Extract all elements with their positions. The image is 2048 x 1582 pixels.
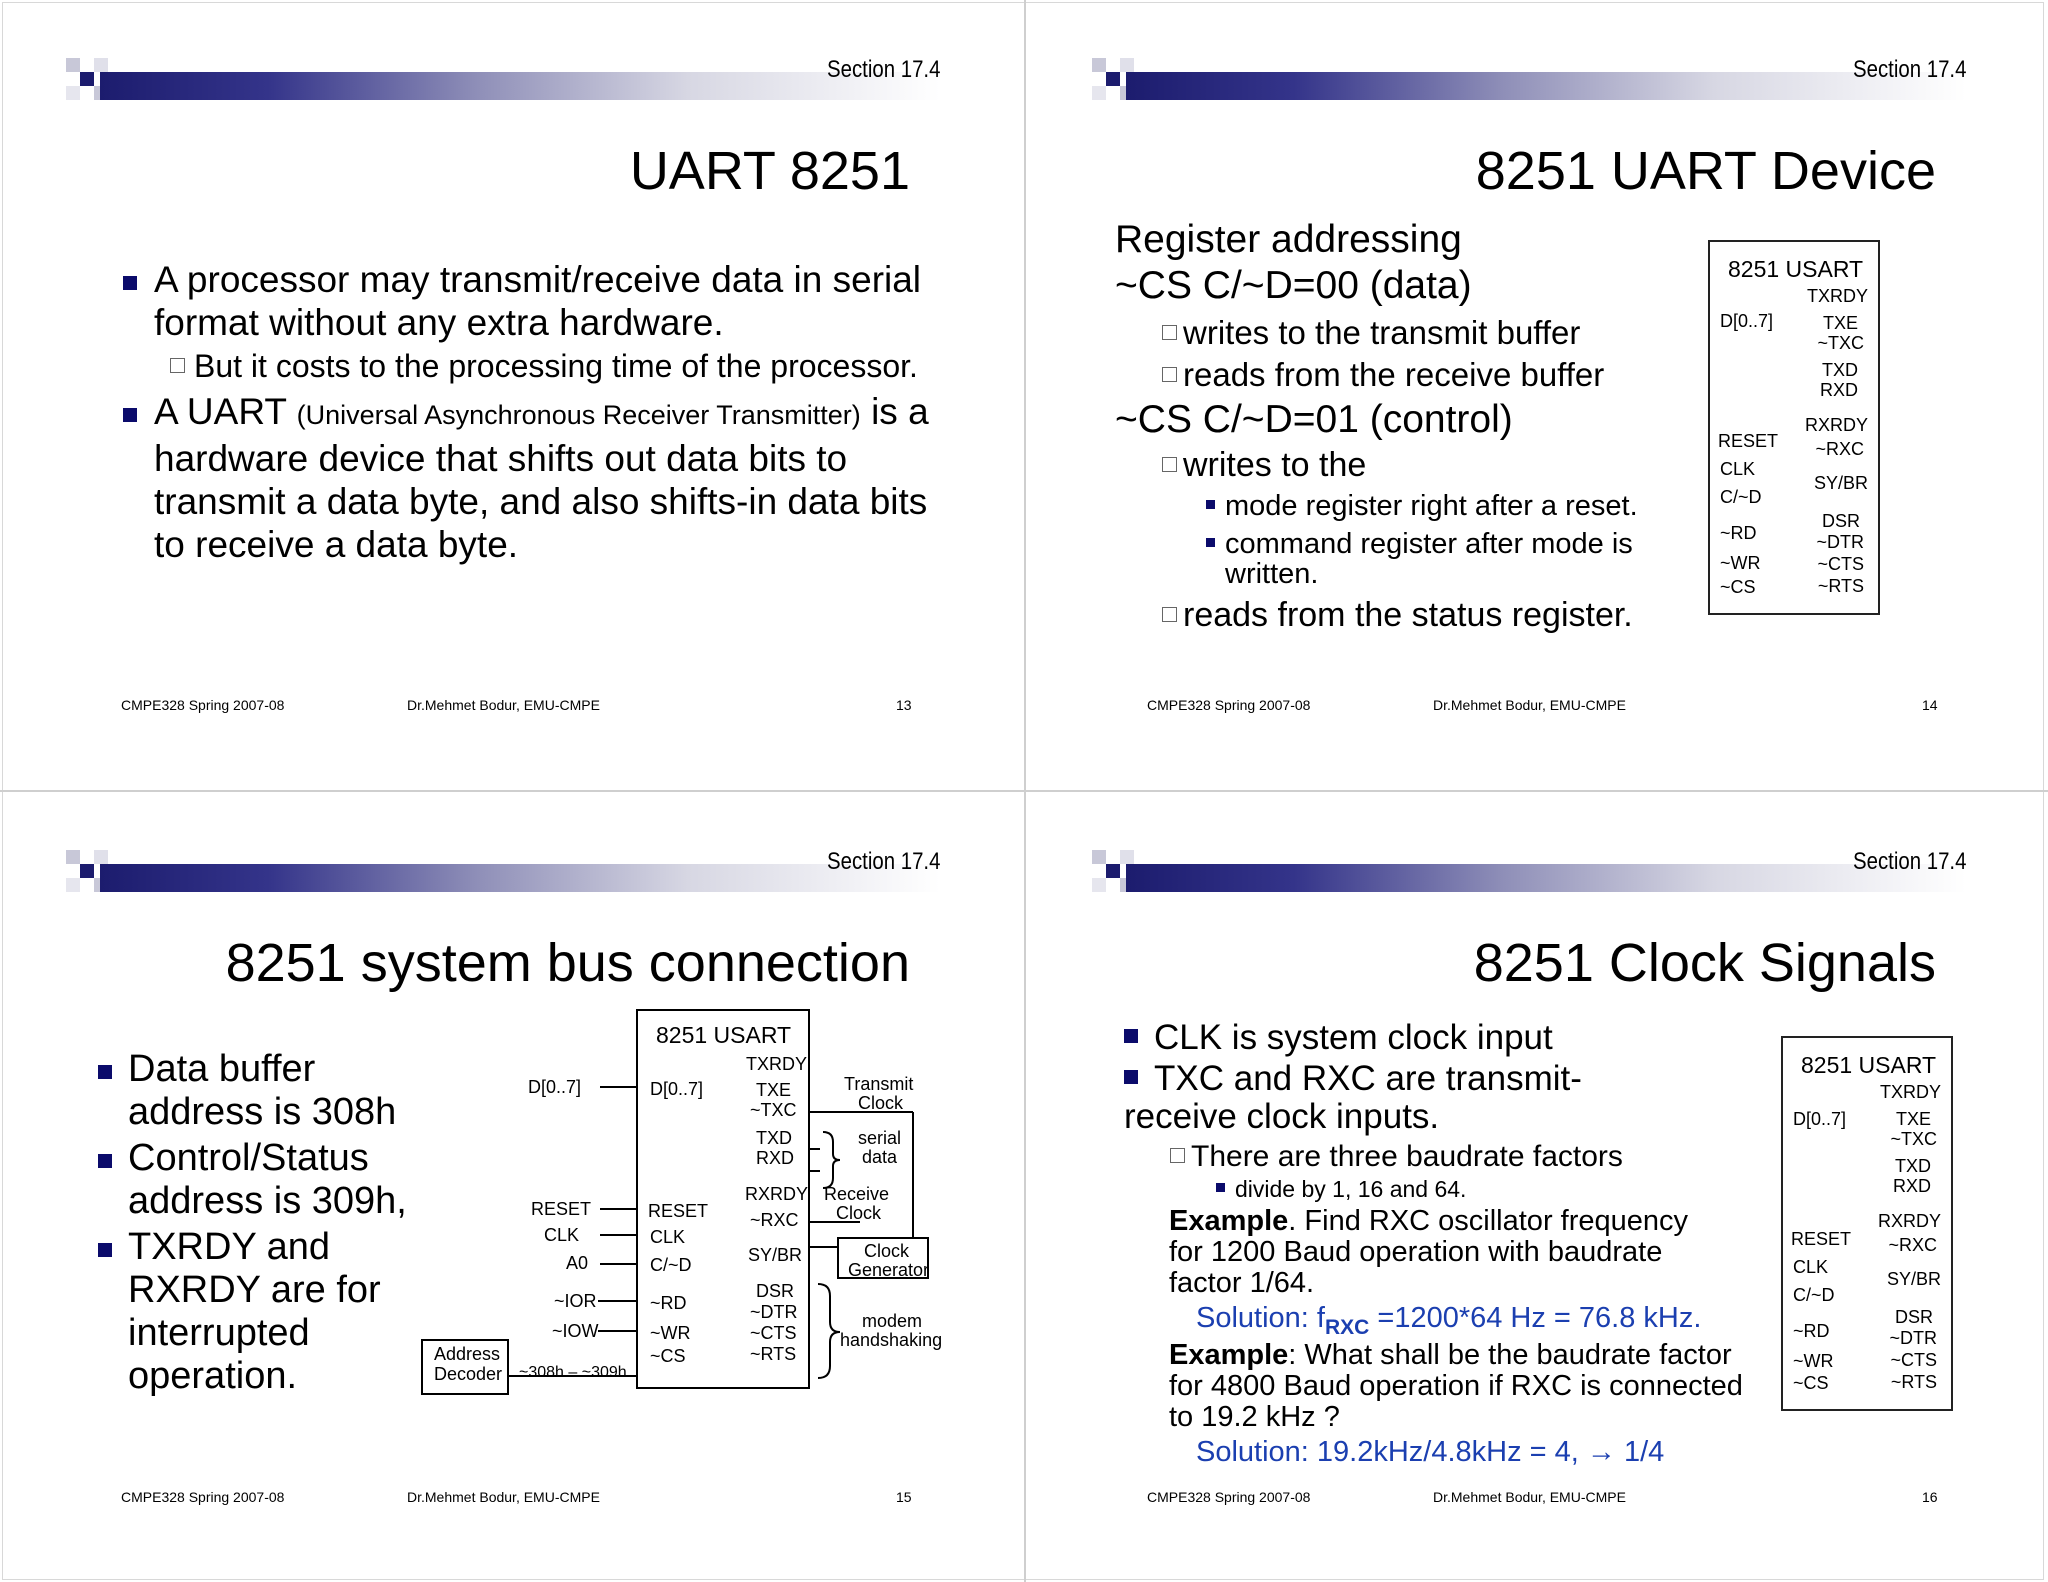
- pin-label: CLK: [1793, 1257, 1829, 1277]
- pin-label: ~WR: [650, 1323, 691, 1343]
- pin-label: ~RTS: [750, 1344, 797, 1364]
- serial-data-label: data: [862, 1147, 898, 1167]
- sub-item: There are three baudrate factors: [1170, 1140, 1623, 1174]
- ext-label: A0: [566, 1253, 589, 1273]
- pin-label: TXE: [1822, 313, 1858, 333]
- clock-generator-label: Clock: [864, 1241, 910, 1261]
- hollow-bullet-icon: [1162, 367, 1177, 382]
- slide-15: [0, 792, 1020, 1580]
- line-control-addr: ~CS C/~D=01 (control): [1115, 398, 1513, 441]
- pin-label: ~RTS: [1890, 1372, 1937, 1392]
- bullet-item: Control/Status address is 309h,: [96, 1137, 456, 1223]
- header-bar: [1126, 864, 1966, 892]
- slide-title: 8251 system bus connection: [225, 933, 910, 993]
- hollow-bullet-icon: [1162, 607, 1177, 622]
- pin-label: ~TXC: [1890, 1129, 1937, 1149]
- hollow-bullet-icon: [170, 358, 185, 373]
- pin-label: CLK: [1720, 459, 1756, 479]
- pin-label: ~RD: [650, 1293, 687, 1313]
- ext-label: RESET: [531, 1199, 592, 1219]
- bullet-item: TXRDY and RXRDY are for interrupted operation.: [96, 1226, 456, 1398]
- pin-label: ~CTS: [1817, 554, 1864, 574]
- sub-sub-item: command register after mode is: [1206, 528, 1633, 561]
- pin-label: D[0..7]: [1793, 1109, 1847, 1129]
- small-square-bullet-icon: [1206, 538, 1215, 547]
- slide-14: [1026, 0, 2046, 788]
- pin-label: SY/BR: [1813, 473, 1868, 493]
- section-label: Section 17.4: [826, 56, 940, 83]
- decoder-label: Address: [434, 1344, 501, 1364]
- pin-label: TXRDY: [1806, 286, 1868, 306]
- pin-label: ~CS: [1720, 577, 1756, 597]
- page-number: 13: [896, 697, 912, 713]
- pin-label: TXD: [756, 1128, 792, 1148]
- modem-label: handshaking: [840, 1330, 943, 1350]
- pin-label: TXRDY: [1879, 1082, 1941, 1102]
- bullet-item: CLK is system clock input: [1124, 1018, 1553, 1058]
- pin-label: ~RXC: [1815, 439, 1864, 459]
- serial-data-label: serial: [858, 1128, 902, 1148]
- pin-label: RXD: [1819, 380, 1858, 400]
- page-number: 16: [1922, 1489, 1938, 1505]
- ext-label: CLK: [544, 1225, 580, 1245]
- small-square-bullet-icon: [1206, 500, 1215, 509]
- pin-label: ~TXC: [750, 1100, 797, 1120]
- hollow-bullet-icon: [1162, 325, 1177, 340]
- transmit-clock-label: Transmit: [844, 1074, 914, 1094]
- pin-label: DSR: [1821, 511, 1860, 531]
- solution-1: Solution: $f_{RXC} =1200*64$ Hz = 76.8 kHz.: [1196, 1302, 1702, 1339]
- pin-label: D[0..7]: [650, 1079, 704, 1099]
- slide-title: UART 8251: [629, 141, 910, 201]
- pin-label: D[0..7]: [1720, 311, 1774, 331]
- pin-label: ~RD: [1793, 1321, 1830, 1341]
- pin-label: ~DTR: [1816, 532, 1864, 552]
- footer-author: Dr.Mehmet Bodur, EMU-CMPE: [1433, 697, 1626, 713]
- line-data-addr: ~CS C/~D=00 (data): [1115, 264, 1472, 307]
- ext-label: ~IOR: [554, 1291, 597, 1311]
- bullet-item: A processor may transmit/receive data in serial format without any extra hardware.: [120, 258, 940, 344]
- decoder-output-label: ~308h – ~309h: [519, 1364, 627, 1381]
- pin-label: ~RTS: [1817, 576, 1864, 596]
- sub-sub-item: mode register right after a reset.: [1206, 490, 1638, 523]
- pin-label: RXD: [1892, 1176, 1931, 1196]
- hollow-bullet-icon: [1170, 1148, 1185, 1163]
- pin-label: ~TXC: [1817, 333, 1864, 353]
- chip-title: 8251 USART: [656, 1022, 792, 1048]
- pin-label: ~WR: [1793, 1351, 1834, 1371]
- sub-sub-item: divide by 1, 16 and 64.: [1216, 1176, 1466, 1203]
- pin-label: TXD: [1822, 360, 1858, 380]
- modem-label: modem: [862, 1311, 923, 1331]
- square-bullet-icon: [123, 408, 137, 422]
- pin-label: RXD: [756, 1148, 795, 1168]
- pin-label: ~RD: [1720, 523, 1757, 543]
- page-number: 14: [1922, 697, 1938, 713]
- pin-label: SY/BR: [1886, 1269, 1941, 1289]
- pin-label: ~RXC: [1888, 1235, 1937, 1255]
- header-bar: [100, 72, 940, 100]
- chip-title: 8251 USART: [1801, 1052, 1937, 1078]
- receive-clock-label: Receive: [824, 1184, 890, 1204]
- pin-label: RXRDY: [1877, 1211, 1941, 1231]
- sub-item: reads from the receive buffer: [1162, 356, 1604, 394]
- pin-label: DSR: [1894, 1307, 1933, 1327]
- footer-author: Dr.Mehmet Bodur, EMU-CMPE: [407, 697, 600, 713]
- pin-label: RESET: [648, 1201, 709, 1221]
- sub-item: reads from the status register.: [1162, 596, 1633, 635]
- sub-item: writes to the: [1162, 446, 1366, 485]
- pin-label: DSR: [756, 1281, 795, 1301]
- pin-label: ~DTR: [750, 1302, 798, 1322]
- example-1: Example. Find RXC oscillator frequency for 1200 Baud operation with baudrate factor 1/64.: [1169, 1205, 1689, 1299]
- pin-label: C/~D: [650, 1255, 692, 1275]
- pin-label: RXRDY: [745, 1184, 809, 1204]
- square-bullet-icon: [1124, 1070, 1138, 1084]
- example-2: Example: What shall be the baudrate factor for 4800 Baud operation if RXC is connected to 19.2 kHz ?: [1169, 1339, 1743, 1433]
- section-label: Section 17.4: [1852, 848, 1966, 875]
- pin-label: SY/BR: [748, 1245, 803, 1265]
- pin-label: ~CS: [650, 1346, 686, 1366]
- usart-chip: [1708, 240, 1880, 615]
- sub-bullet-item: But it costs to the processing time of the processor.: [120, 348, 940, 384]
- line-heading: Register addressing: [1115, 218, 1462, 261]
- footer-course: CMPE328 Spring 2007-08: [121, 697, 285, 713]
- slide-13: [0, 0, 1020, 788]
- bullet-item: Data buffer address is 308h: [96, 1048, 456, 1134]
- small-square-bullet-icon: [1216, 1183, 1225, 1192]
- footer-course: CMPE328 Spring 2007-08: [121, 1489, 285, 1505]
- solution-2: Solution: 19.2kHz/4.8kHz = 4, → 1/4: [1196, 1436, 1665, 1468]
- header-bar: [1126, 72, 1966, 100]
- receive-clock-label: Clock: [836, 1203, 882, 1223]
- pin-label: ~DTR: [1889, 1328, 1937, 1348]
- slide-title: 8251 UART Device: [1475, 141, 1936, 201]
- square-bullet-icon: [123, 276, 137, 290]
- chip-title: 8251 USART: [1728, 256, 1864, 282]
- section-label: Section 17.4: [1852, 56, 1966, 83]
- pin-label: CLK: [650, 1227, 686, 1247]
- footer-author: Dr.Mehmet Bodur, EMU-CMPE: [407, 1489, 600, 1505]
- ext-label: ~IOW: [552, 1321, 599, 1341]
- sub-sub-item-cont: written.: [1225, 558, 1319, 590]
- pin-label: ~WR: [1720, 553, 1761, 573]
- usart-chip: [1781, 1036, 1953, 1411]
- pin-label: ~RXC: [750, 1210, 799, 1230]
- pin-label: ~CS: [1793, 1373, 1829, 1393]
- slide-16: [1026, 792, 2046, 1580]
- page-number: 15: [896, 1489, 912, 1505]
- clock-generator-label: Generator: [848, 1260, 930, 1280]
- pin-label: RXRDY: [1804, 415, 1868, 435]
- pin-label: RESET: [1791, 1229, 1852, 1249]
- section-label: Section 17.4: [826, 848, 940, 875]
- pin-label: TXE: [1895, 1109, 1931, 1129]
- transmit-clock-label: Clock: [858, 1093, 904, 1113]
- footer-course: CMPE328 Spring 2007-08: [1147, 697, 1311, 713]
- pin-label: C/~D: [1793, 1285, 1835, 1305]
- pin-label: TXE: [756, 1080, 792, 1100]
- slide-title: 8251 Clock Signals: [1473, 933, 1936, 993]
- footer-course: CMPE328 Spring 2007-08: [1147, 1489, 1311, 1505]
- decoder-label: Decoder: [434, 1364, 503, 1384]
- sub-item: writes to the transmit buffer: [1162, 314, 1580, 352]
- pin-label: RESET: [1718, 431, 1779, 451]
- pin-label: ~CTS: [1890, 1350, 1937, 1370]
- pin-label: TXD: [1895, 1156, 1931, 1176]
- pin-label: TXRDY: [746, 1054, 808, 1074]
- bullet-item: A UART (Universal Asynchronous Receiver Transmitter) is a hardware device that shifts out data bits to transmit a data byte, and also shifts-in data bits to receive a data byte.: [120, 390, 940, 566]
- square-bullet-icon: [1124, 1029, 1138, 1043]
- bullet-item: TXC and RXC are transmit-receive clock inputs.: [1124, 1059, 1582, 1136]
- hollow-bullet-icon: [1162, 457, 1177, 472]
- pin-label: ~CTS: [750, 1323, 797, 1343]
- slide-body: [120, 258, 940, 566]
- pin-label: C/~D: [1720, 487, 1762, 507]
- footer-author: Dr.Mehmet Bodur, EMU-CMPE: [1433, 1489, 1626, 1505]
- ext-label: D[0..7]: [528, 1077, 582, 1097]
